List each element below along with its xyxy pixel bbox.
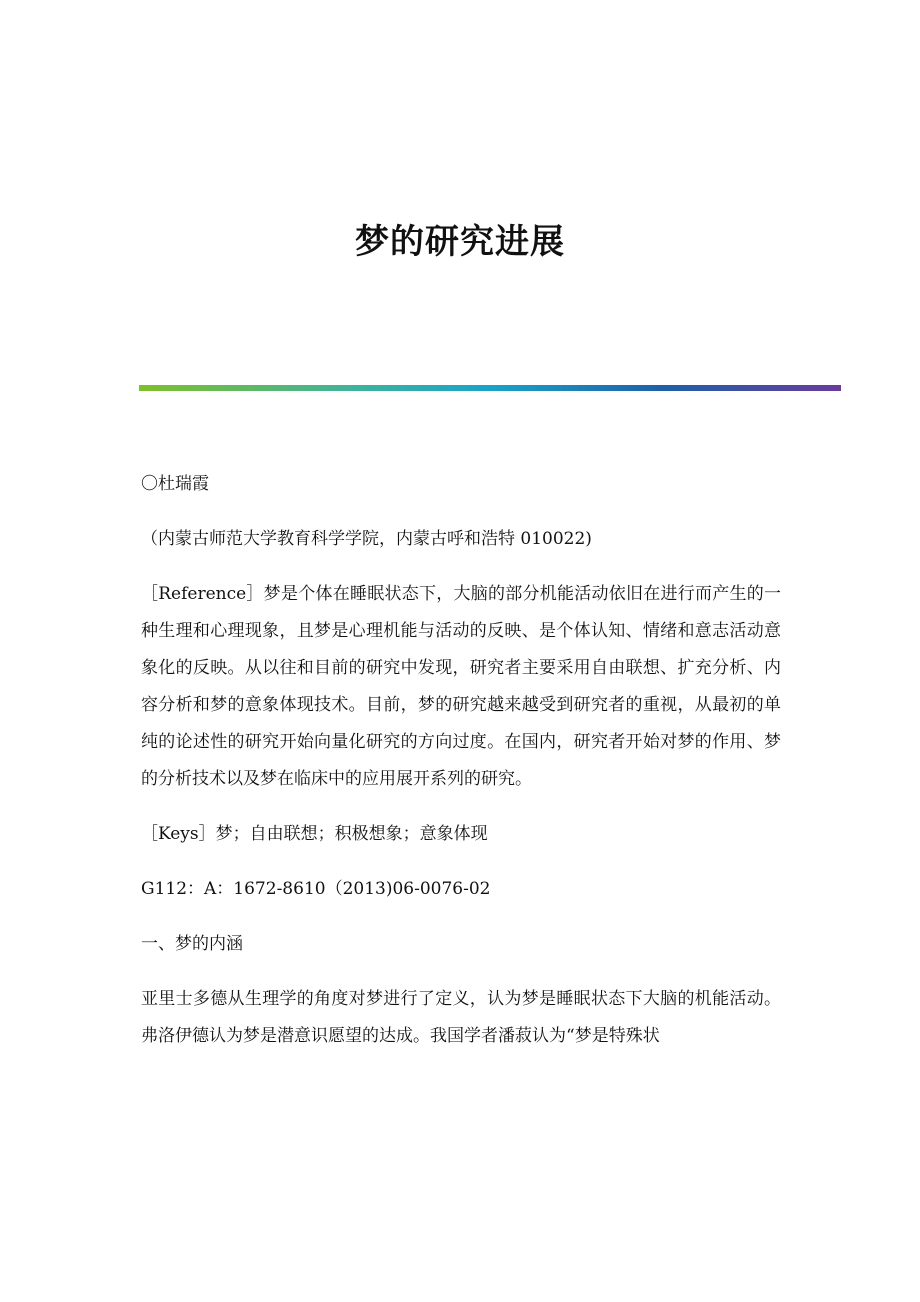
abstract-paragraph: ［Reference］梦是个体在睡眠状态下，大脑的部分机能活动依旧在进行而产生的一种生理和心理现象，且梦是心理机能与活动的反映、是个体认知、情绪和意志活动意象化的反映。从以往和目前的研究中发现，研究者主要采用自由联想、扩充分析、内容分析和梦的意象体现技术。目前，梦的研究越来越受到研究者的重视，从最初的单纯的论述性的研究开始向量化研究的方向过度。在国内，研究者开始对梦的作用、梦的分析技术以及梦在临床中的应用展开系列的研究。 xyxy=(141,584,781,789)
body-paragraph: 亚里士多德从生理学的角度对梦进行了定义，认为梦是睡眠状态下大脑的机能活动。弗洛伊德认为梦是潜意识愿望的达成。我国学者潘菽认为“梦是特殊状 xyxy=(141,989,781,1046)
document-title: 梦的研究进展 xyxy=(355,222,565,262)
classification-line: G112：A：1672-8610（2013)06-0076-02 xyxy=(141,879,491,899)
section-heading: 一、梦的内涵 xyxy=(141,934,243,954)
author-line: 〇杜瑞霞 xyxy=(141,474,209,494)
keywords-line: ［Keys］梦；自由联想；积极想象；意象体现 xyxy=(141,824,488,844)
document-body xyxy=(141,466,781,1073)
title-divider xyxy=(139,385,841,391)
affiliation-line: （内蒙古师范大学教育科学学院，内蒙古呼和浩特 010022) xyxy=(141,529,592,549)
